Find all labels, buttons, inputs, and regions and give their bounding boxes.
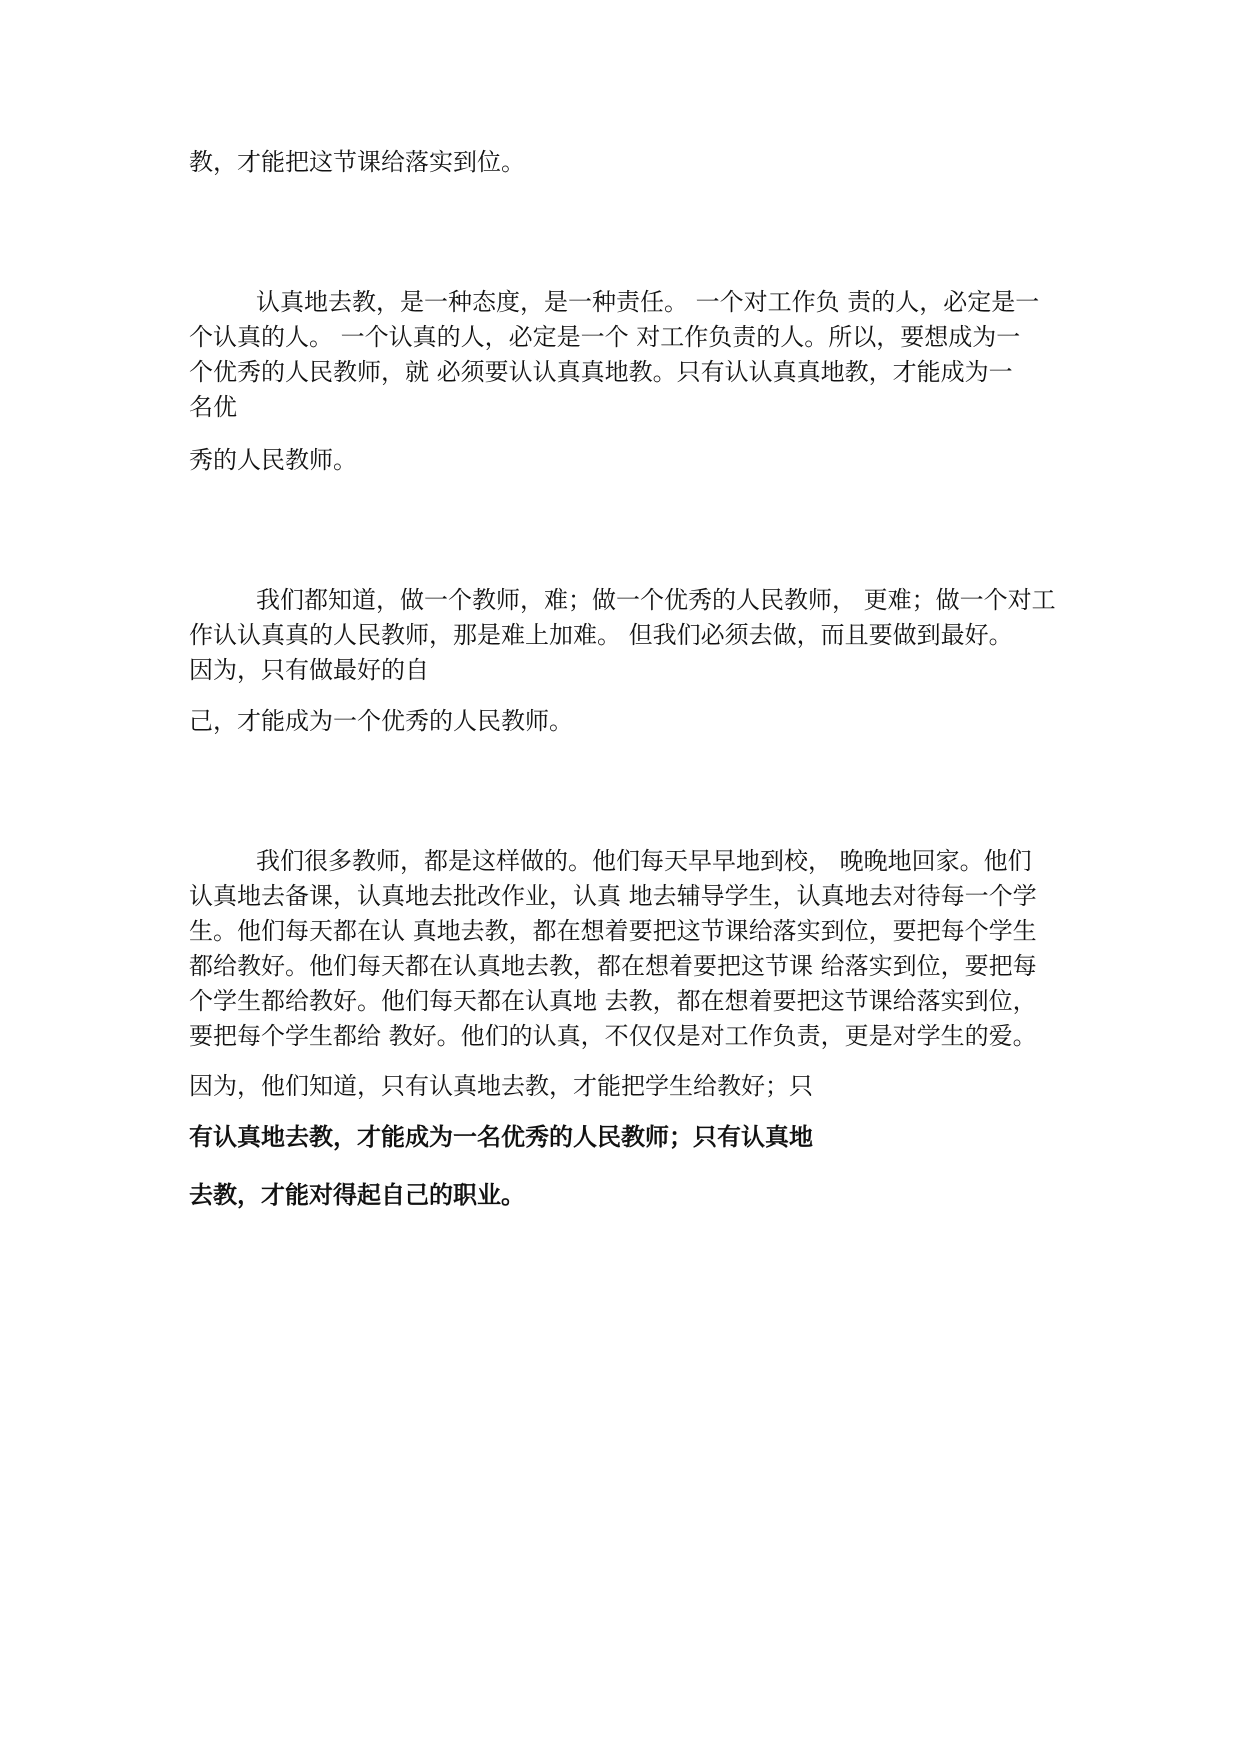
paragraph-line: 个优秀的人民教师，就 必须要认认真真地教。只有认认真真地教，才能成为一: [189, 358, 1013, 386]
paragraph-line: 教，才能把这节课给落实到位。: [189, 148, 525, 176]
paragraph-line: 我们都知道，做一个教师，难；做一个优秀的人民教师， 更难；做一个对工: [256, 586, 1056, 614]
paragraph-line: 认真地去备课，认真地去批改作业，认真 地去辅导学生，认真地去对待每一个学: [189, 882, 1037, 910]
paragraph-line: 名优: [189, 393, 237, 421]
paragraph-line: 因为，只有做最好的自: [189, 656, 429, 684]
paragraph-line: 秀的人民教师。: [189, 446, 357, 474]
paragraph-line: 因为，他们知道，只有认真地去教，才能把学生给教好；只: [189, 1072, 813, 1100]
paragraph-line: 个认真的人。 一个认真的人，必定是一个 对工作负责的人。所以，要想成为一: [189, 323, 1021, 351]
paragraph-line: 生。他们每天都在认 真地去教，都在想着要把这节课给落实到位，要把每个学生: [189, 917, 1037, 945]
paragraph-line: 要把每个学生都给 教好。他们的认真，不仅仅是对工作负责，更是对学生的爱。: [189, 1022, 1037, 1050]
paragraph-line: 个学生都给教好。他们每天都在认真地 去教，都在想着要把这节课给落实到位，: [189, 987, 1037, 1015]
paragraph-line: 作认认真真的人民教师，那是难上加难。 但我们必须去做，而且要做到最好。: [189, 621, 1013, 649]
bold-paragraph-line: 去教，才能对得起自己的职业。: [189, 1181, 525, 1209]
paragraph-line: 认真地去教，是一种态度，是一种责任。 一个对工作负 责的人，必定是一: [256, 288, 1040, 316]
paragraph-line: 都给教好。他们每天都在认真地去教，都在想着要把这节课 给落实到位，要把每: [189, 952, 1037, 980]
bold-paragraph-line: 有认真地去教，才能成为一名优秀的人民教师；只有认真地: [189, 1123, 813, 1151]
paragraph-line: 己，才能成为一个优秀的人民教师。: [189, 707, 573, 735]
paragraph-line: 我们很多教师，都是这样做的。他们每天早早地到校， 晚晚地回家。他们: [256, 847, 1032, 875]
